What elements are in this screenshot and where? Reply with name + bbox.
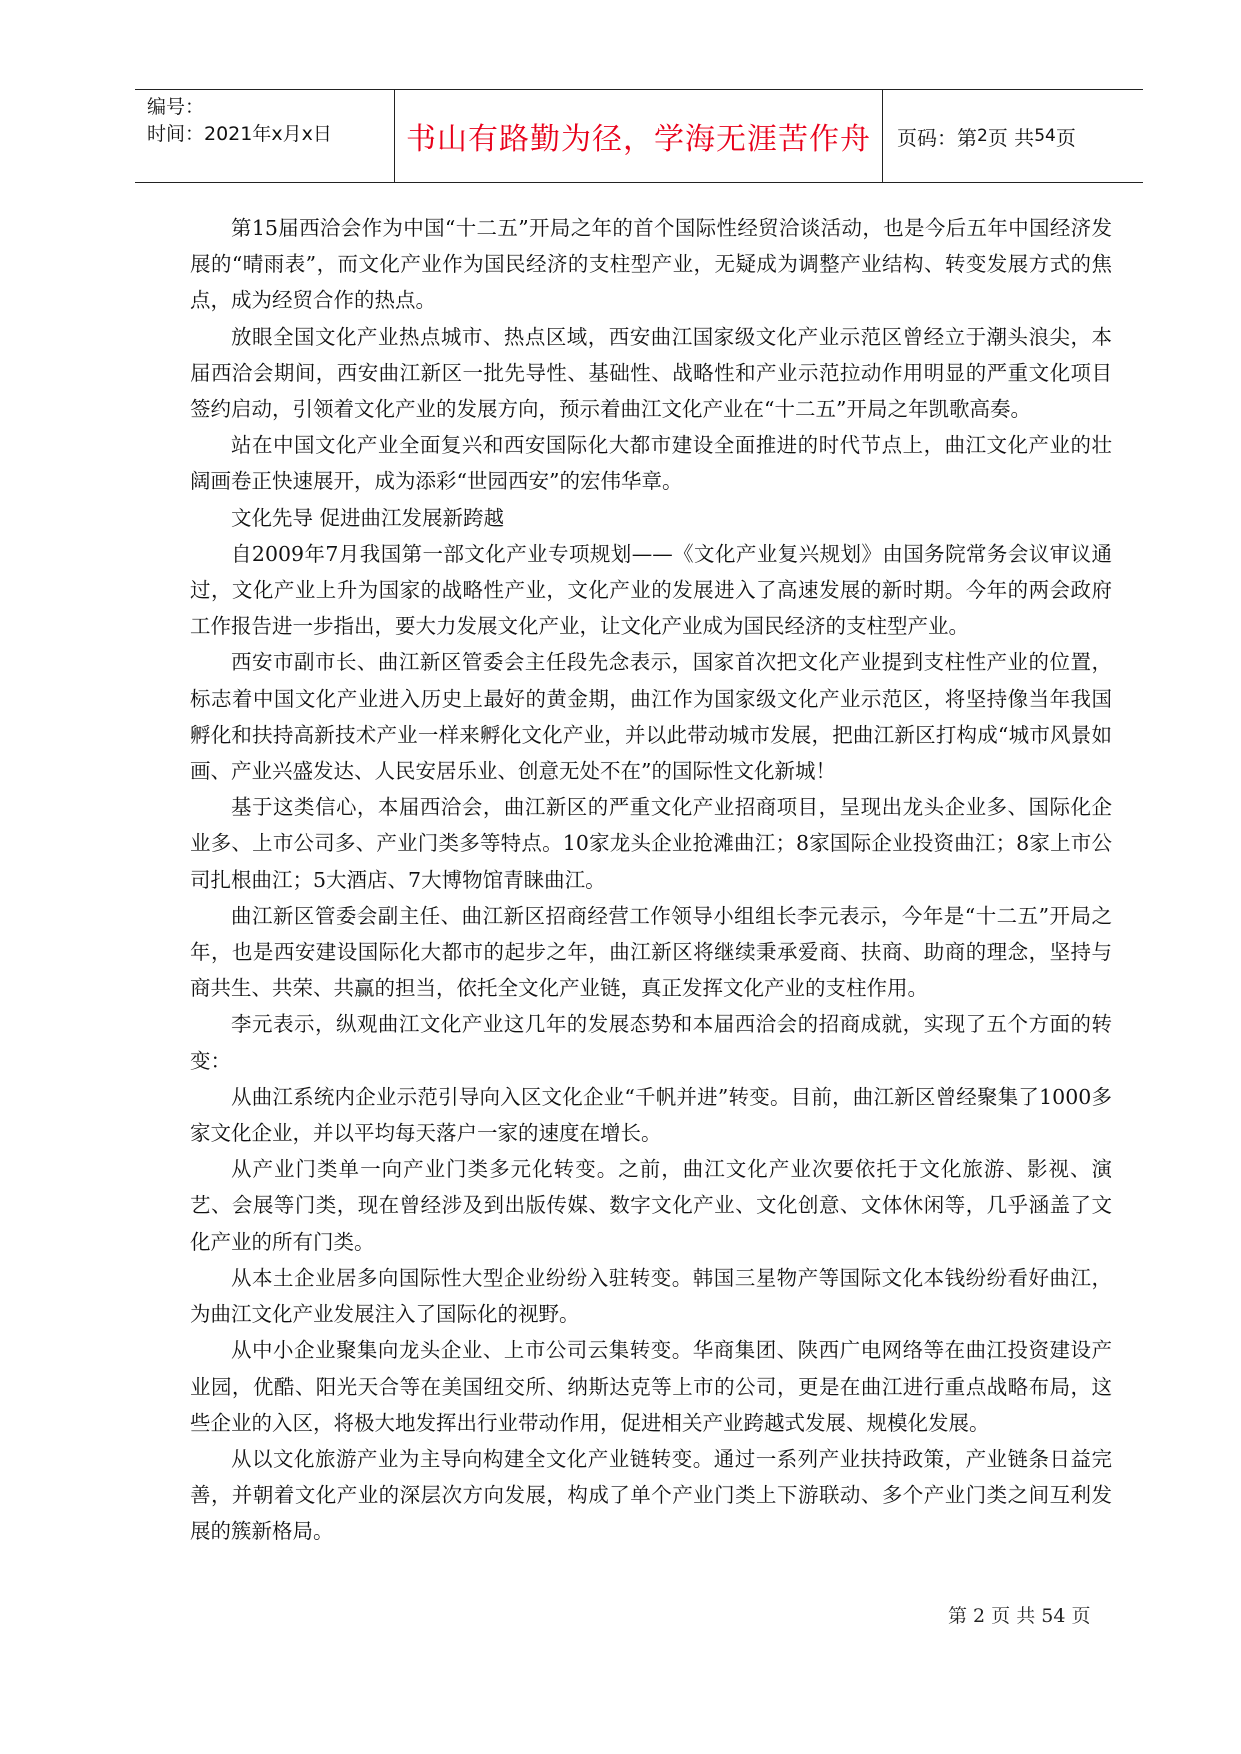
paragraph: 第15届西洽会作为中国“十二五”开局之年的首个国际性经贸洽谈活动，也是今后五年中国经济发展的“晴雨表”，而文化产业作为国民经济的支柱型产业，无疑成为调整产业结构、转变发展方式的焦点，成为经贸合作的热点。 [190, 216, 1112, 313]
paragraph: 西安市副市长、曲江新区管委会主任段先念表示，国家首次把文化产业提到支柱性产业的位置，标志着中国文化产业进入历史上最好的黄金期，曲江作为国家级文化产业示范区，将坚持像当年我国孵化和扶持高新技术产业一样来孵化文化产业，并以此带动城市发展，把曲江新区打构成“城市风景如画、产业兴盛发达、人民安居乐业、创意无处不在”的国际性文化新城！ [190, 650, 1112, 784]
page-footer: 第 2 页 共 54 页 [948, 1605, 1091, 1627]
paragraph: 从产业门类单一向产业门类多元化转变。之前，曲江文化产业次要依托于文化旅游、影视、演艺、会展等门类，现在曾经涉及到出版传媒、数字文化产业、文化创意、文体休闲等，几乎涵盖了文化产业的所有门类。 [190, 1157, 1112, 1254]
paragraph: 从本土企业居多向国际性大型企业纷纷入驻转变。韩国三星物产等国际文化本钱纷纷看好曲江，为曲江文化产业发展注入了国际化的视野。 [190, 1265, 1112, 1327]
page-prefix: 页码：第 [897, 125, 977, 150]
paragraph: 曲江新区管委会副主任、曲江新区招商经营工作领导小组组长李元表示，今年是“十二五”开局之年，也是西安建设国际化大都市的起步之年，曲江新区将继续秉承爱商、扶商、助商的理念，坚持与商共生、共荣、共赢的担当，依托全文化产业链，真正发挥文化产业的支柱作用。 [190, 903, 1112, 1001]
page-header [135, 89, 1143, 183]
header-motto: 书山有路勤为径，学海无涯苦作舟 [395, 90, 883, 182]
paragraph: 从曲江系统内企业示范引导向入区文化企业“千帆并进”转变。目前，曲江新区曾经聚集了1000多家文化企业，并以平均每天落户一家的速度在增长。 [190, 1084, 1112, 1146]
paragraph: 李元表示，纵观曲江文化产业这几年的发展态势和本届西洽会的招商成就，实现了五个方面的转变： [190, 1012, 1112, 1073]
paragraph: 站在中国文化产业全面复兴和西安国际化大都市建设全面推进的时代节点上，曲江文化产业的壮阔画卷正快速展开，成为添彩“世园西安”的宏伟华章。 [190, 433, 1112, 494]
page-mid: 页 共 [987, 125, 1035, 150]
number-label: 编号： [147, 96, 205, 118]
page-suffix: 页 [1055, 125, 1076, 150]
paragraph: 从中小企业聚集向龙头企业、上市公司云集转变。华商集团、陕西广电网络等在曲江投资建设产业园，优酷、阳光天合等在美国纽交所、纳斯达克等上市的公司，更是在曲江进行重点战略布局，这些企业的入区，将极大地发挥出行业带动作用，促进相关产业跨越式发展、规模化发展。 [190, 1338, 1112, 1435]
section-heading: 文化先导 促进曲江发展新跨越 [231, 505, 505, 530]
paragraph: 从以文化旅游产业为主导向构建全文化产业链转变。通过一系列产业扶持政策，产业链条日益完善，并朝着文化产业的深层次方向发展，构成了单个产业门类上下游联动、多个产业门类之间互利发展的簇新格局。 [190, 1446, 1112, 1544]
page-current: 2 [977, 126, 988, 146]
header-page-info [883, 90, 1143, 182]
paragraph: 放眼全国文化产业热点城市、热点区域，西安曲江国家级文化产业示范区曾经立于潮头浪尖，本届西洽会期间，西安曲江新区一批先导性、基础性、战略性和产业示范拉动作用明显的严重文化项目签约启动，引领着文化产业的发展方向，预示着曲江文化产业在“十二五”开局之年凯歌高奏。 [190, 324, 1112, 422]
header-meta [135, 90, 395, 182]
paragraph: 基于这类信心，本届西洽会，曲江新区的严重文化产业招商项目，呈现出龙头企业多、国际化企业多、上市公司多、产业门类多等特点。10家龙头企业抢滩曲江；8家国际企业投资曲江；8家上市公司扎根曲江；5大酒店、7大博物馆青睐曲江。 [190, 795, 1112, 892]
page-total: 54 [1034, 126, 1056, 146]
paragraph: 自2009年7月我国第一部文化产业专项规划——《文化产业复兴规划》由国务院常务会议审议通过，文化产业上升为国家的战略性产业，文化产业的发展进入了高速发展的新时期。今年的两会政府工作报告进一步指出，要大力发展文化产业，让文化产业成为国民经济的支柱型产业。 [190, 541, 1112, 639]
time-label: 时间：2021年x月x日 [147, 123, 332, 145]
document-body [190, 210, 1112, 1550]
